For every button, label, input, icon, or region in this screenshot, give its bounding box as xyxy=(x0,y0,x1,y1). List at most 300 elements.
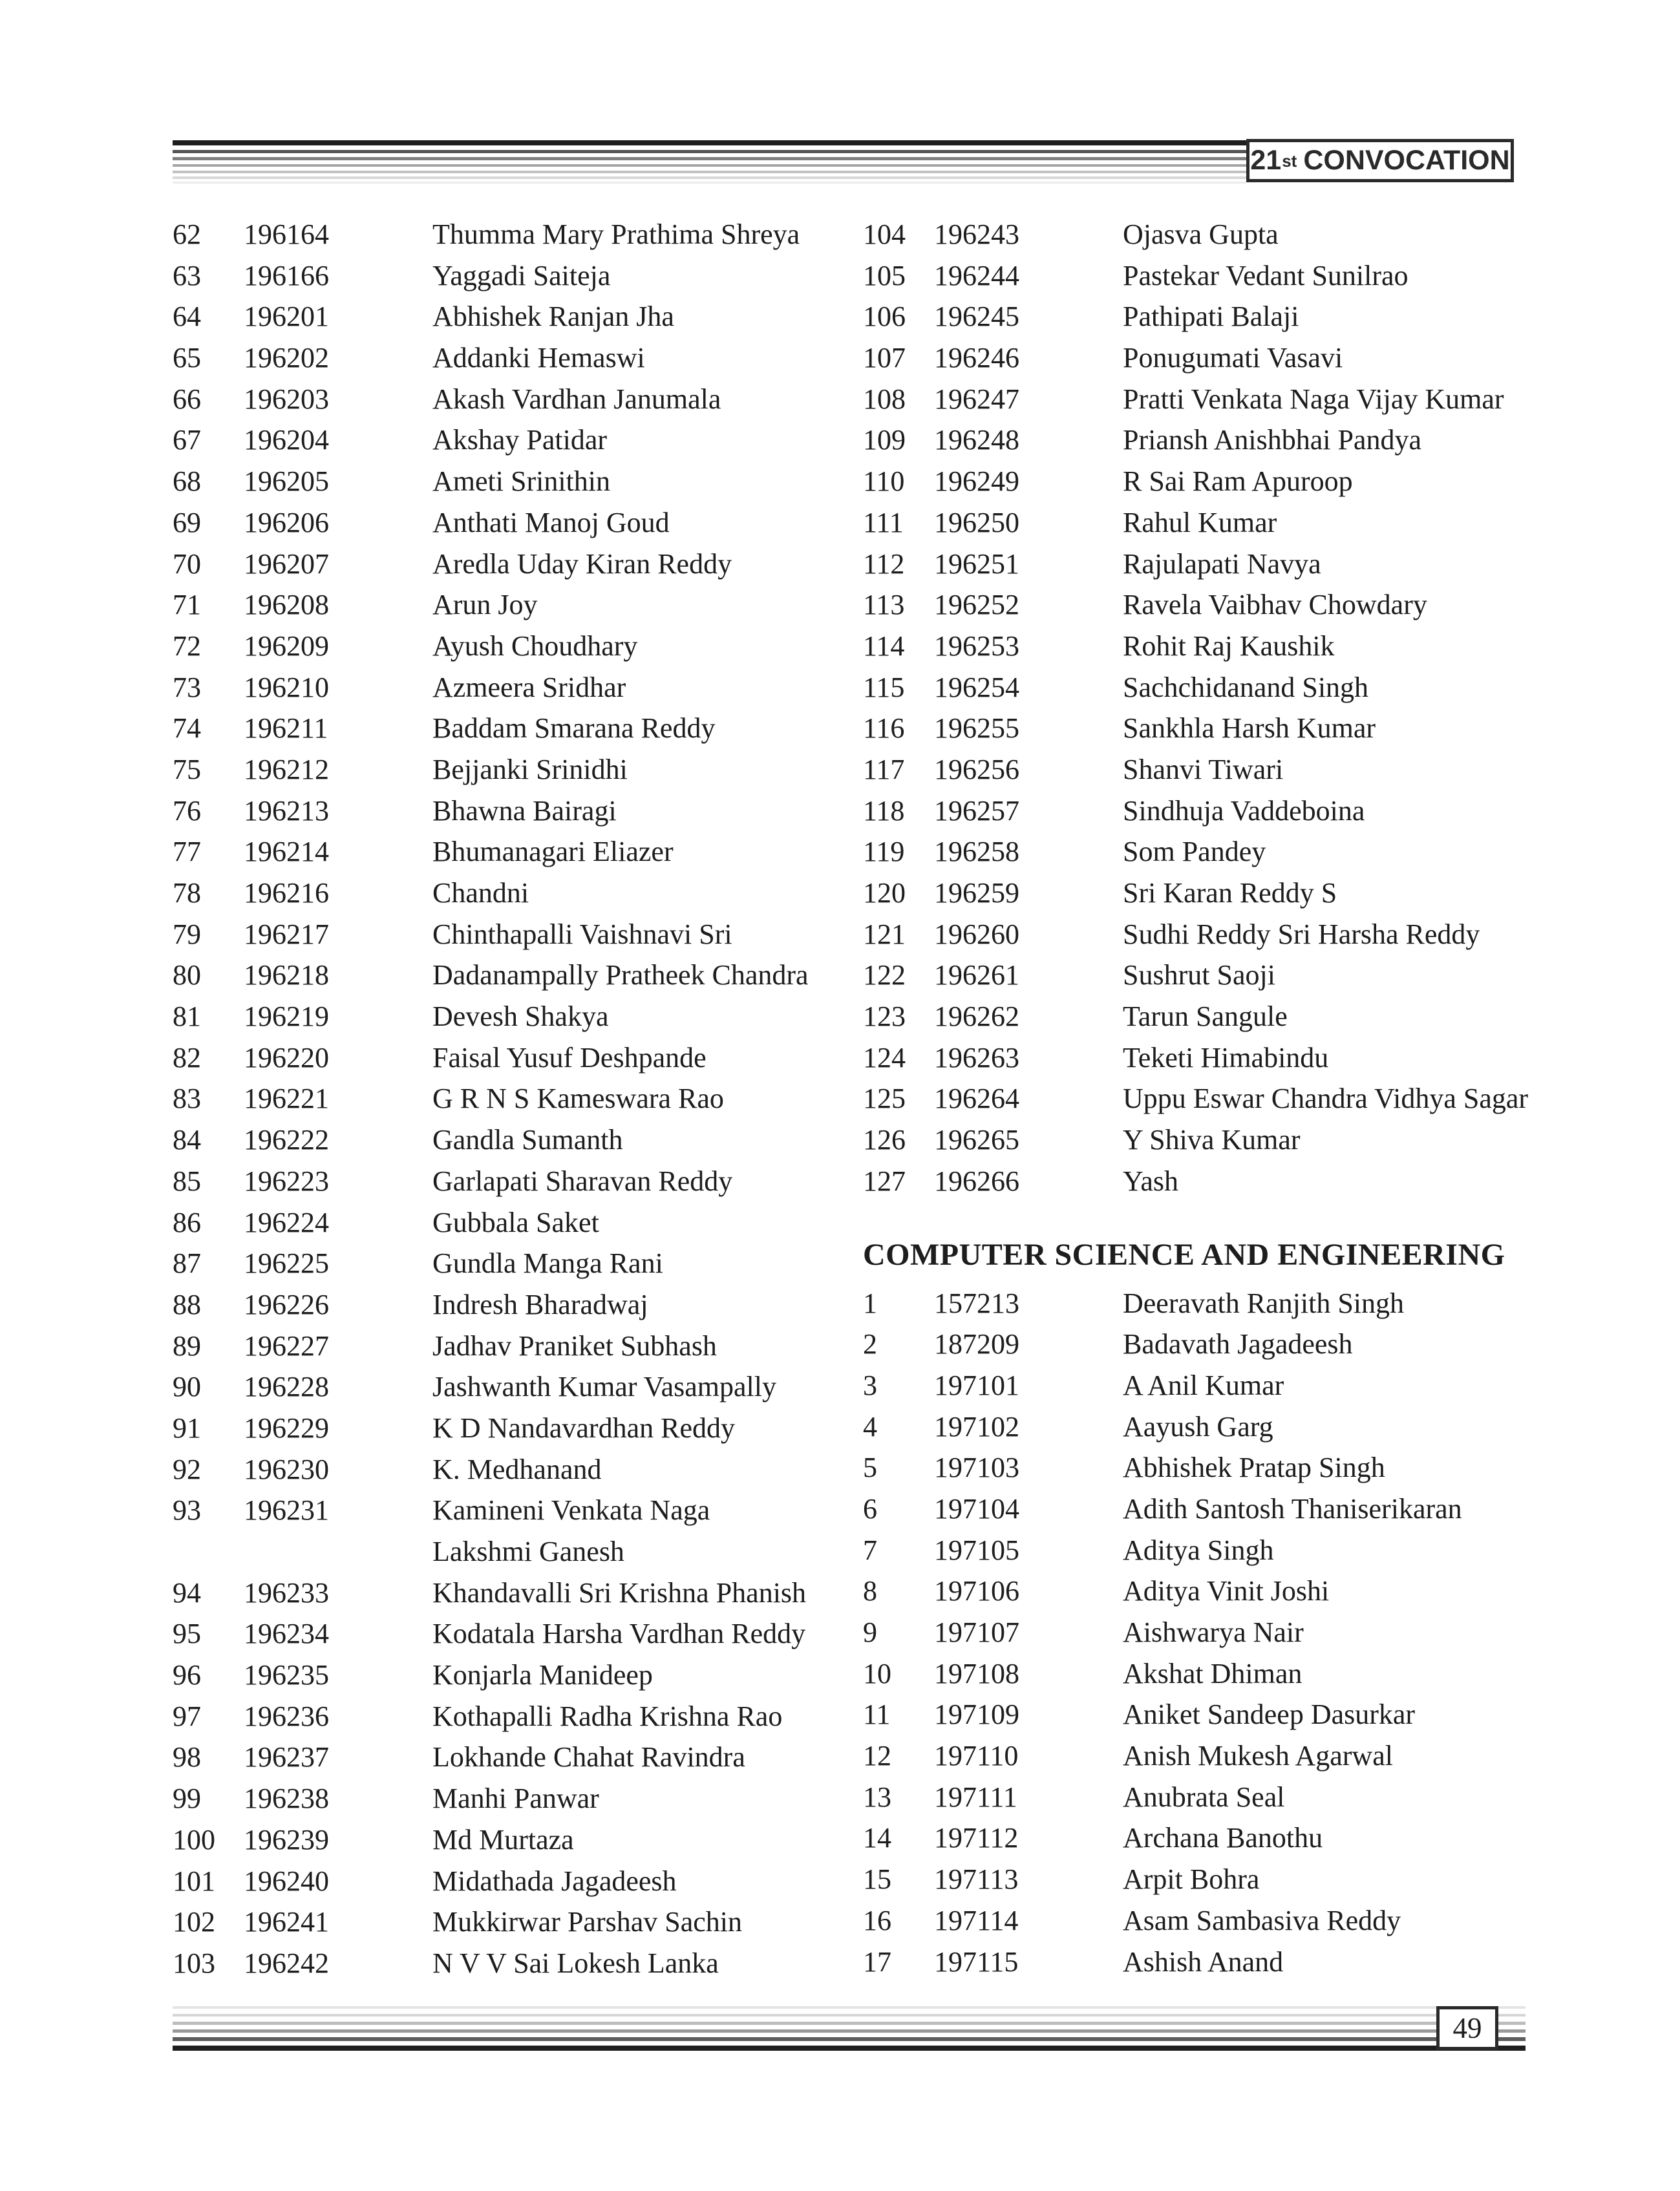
roll-number: 196260 xyxy=(934,918,1019,950)
list-item xyxy=(173,296,874,337)
list-item xyxy=(173,790,874,832)
roll-number: 196254 xyxy=(934,671,1019,703)
roll-number: 196253 xyxy=(934,630,1019,662)
student-name: Faisal Yusuf Deshpande xyxy=(432,1041,707,1074)
row-number: 105 xyxy=(863,259,906,291)
list-item xyxy=(173,1119,874,1161)
row-number: 90 xyxy=(173,1371,201,1403)
roll-number: 196245 xyxy=(934,301,1019,333)
list-item xyxy=(173,1943,874,1984)
footer-rule-line xyxy=(173,2037,1526,2041)
student-name: Sushrut Saoji xyxy=(1123,959,1275,991)
row-number: 122 xyxy=(863,959,906,991)
roll-number: 196206 xyxy=(244,506,329,538)
roll-number: 196209 xyxy=(244,630,329,662)
roll-number: 187209 xyxy=(934,1328,1019,1360)
row-number: 85 xyxy=(173,1165,201,1197)
student-name: Midathada Jagadeesh xyxy=(432,1865,677,1897)
list-item xyxy=(173,544,874,585)
student-name: Shanvi Tiwari xyxy=(1123,753,1284,785)
student-name: Aayush Garg xyxy=(1123,1410,1273,1443)
student-name: Teketi Himabindu xyxy=(1123,1041,1329,1074)
roll-number: 196255 xyxy=(934,712,1019,745)
row-number: 120 xyxy=(863,877,906,909)
roll-number: 197109 xyxy=(934,1699,1019,1731)
list-item xyxy=(173,1366,874,1408)
convocation-title: CONVOCATION xyxy=(1303,145,1510,176)
graduate-rows xyxy=(863,1283,1658,1983)
roll-number: 196222 xyxy=(244,1124,329,1156)
list-item xyxy=(173,1202,874,1244)
student-name: Aditya Vinit Joshi xyxy=(1123,1575,1330,1607)
student-name: Thumma Mary Prathima Shreya xyxy=(432,218,800,250)
row-number: 93 xyxy=(173,1494,201,1527)
row-number: 99 xyxy=(173,1783,201,1815)
graduate-rows xyxy=(863,214,1658,1202)
student-name: Ashish Anand xyxy=(1123,1945,1284,1978)
student-name: Y Shiva Kumar xyxy=(1123,1124,1301,1156)
row-number: 110 xyxy=(863,465,905,498)
row-number: 68 xyxy=(173,465,201,498)
student-name: Arun Joy xyxy=(432,589,538,621)
list-item xyxy=(173,996,874,1037)
list-item xyxy=(863,1406,1658,1448)
row-number: 4 xyxy=(863,1410,877,1443)
row-number: 97 xyxy=(173,1700,201,1732)
roll-number: 196241 xyxy=(244,1906,329,1938)
list-item xyxy=(173,1408,874,1449)
roll-number: 196261 xyxy=(934,959,1019,991)
student-name: Lakshmi Ganesh xyxy=(432,1536,624,1567)
row-number: 102 xyxy=(173,1906,215,1938)
student-name: Sachchidanand Singh xyxy=(1123,671,1369,703)
list-item xyxy=(173,1243,874,1284)
roll-number: 196212 xyxy=(244,753,329,785)
student-name: Som Pandey xyxy=(1123,836,1266,868)
row-number: 15 xyxy=(863,1863,891,1896)
list-item xyxy=(863,831,1658,873)
graduate-list-right-column xyxy=(863,214,1658,1982)
list-item xyxy=(173,1449,874,1490)
student-name: Asam Sambasiva Reddy xyxy=(1123,1904,1401,1936)
footer-rule-line xyxy=(173,2022,1526,2025)
roll-number: 197103 xyxy=(934,1452,1019,1484)
list-item xyxy=(863,667,1658,708)
roll-number: 197107 xyxy=(934,1616,1019,1648)
roll-number: 196201 xyxy=(244,301,329,333)
student-name: R Sai Ram Apuroop xyxy=(1123,465,1353,498)
roll-number: 196257 xyxy=(934,794,1019,827)
student-name: Archana Banothu xyxy=(1123,1822,1323,1854)
roll-number: 196234 xyxy=(244,1618,329,1650)
list-item xyxy=(863,1078,1658,1119)
list-item xyxy=(863,626,1658,667)
roll-number: 196218 xyxy=(244,959,329,991)
roll-number: 196203 xyxy=(244,383,329,415)
graduate-list-left-column xyxy=(173,214,874,1984)
roll-number: 197113 xyxy=(934,1863,1019,1896)
list-item xyxy=(863,1283,1658,1324)
list-item xyxy=(863,379,1658,420)
student-name: Arpit Bohra xyxy=(1123,1863,1260,1896)
roll-number: 196240 xyxy=(244,1865,329,1897)
row-number: 81 xyxy=(173,1000,201,1033)
list-item xyxy=(863,1037,1658,1079)
list-item xyxy=(863,1735,1658,1777)
student-name: Rajulapati Navya xyxy=(1123,547,1321,580)
list-item xyxy=(173,1531,874,1572)
list-item xyxy=(173,955,874,996)
header-rule-line xyxy=(173,140,1246,145)
list-item xyxy=(173,1655,874,1696)
student-name: Aishwarya Nair xyxy=(1123,1616,1304,1648)
student-name: K D Nandavardhan Reddy xyxy=(432,1412,735,1444)
student-name: Rohit Raj Kaushik xyxy=(1123,630,1335,662)
roll-number: 196242 xyxy=(244,1947,329,1979)
roll-number xyxy=(244,1531,432,1572)
student-name: Bhumanagari Eliazer xyxy=(432,836,674,868)
list-item xyxy=(863,914,1658,955)
student-name: Chinthapalli Vaishnavi Sri xyxy=(432,918,732,950)
roll-number: 196228 xyxy=(244,1371,329,1403)
row-number: 119 xyxy=(863,836,905,868)
roll-number: 196205 xyxy=(244,465,329,498)
roll-number: 196265 xyxy=(934,1124,1019,1156)
list-item xyxy=(863,461,1658,502)
roll-number: 196208 xyxy=(244,589,329,621)
row-number: 1 xyxy=(863,1287,877,1319)
list-item xyxy=(173,667,874,708)
row-number: 87 xyxy=(173,1247,201,1280)
footer-rule-line xyxy=(173,2029,1526,2033)
list-item xyxy=(863,996,1658,1037)
roll-number: 196266 xyxy=(934,1165,1019,1197)
row-number: 96 xyxy=(173,1659,201,1691)
roll-number: 196224 xyxy=(244,1206,329,1238)
row-number: 95 xyxy=(173,1618,201,1650)
student-name: Sankhla Harsh Kumar xyxy=(1123,712,1376,745)
row-number: 82 xyxy=(173,1041,201,1074)
list-item xyxy=(863,1488,1658,1530)
roll-number: 196233 xyxy=(244,1576,329,1609)
convocation-edition-number: 21 xyxy=(1250,145,1282,176)
roll-number: 197108 xyxy=(934,1657,1019,1689)
roll-number: 196249 xyxy=(934,465,1019,498)
row-number: 107 xyxy=(863,342,906,374)
row-number: 94 xyxy=(173,1576,201,1609)
footer-rule-line xyxy=(173,2014,1526,2016)
roll-number: 196225 xyxy=(244,1247,329,1280)
student-name: Rahul Kumar xyxy=(1123,506,1277,538)
row-number: 116 xyxy=(863,712,905,745)
roll-number: 196227 xyxy=(244,1329,329,1362)
student-name: Jashwanth Kumar Vasampally xyxy=(432,1371,776,1403)
student-name: Pastekar Vedant Sunilrao xyxy=(1123,259,1409,291)
row-number: 114 xyxy=(863,630,905,662)
list-item xyxy=(863,1777,1658,1818)
student-name: Gandla Sumanth xyxy=(432,1124,623,1156)
student-name: Ponugumati Vasavi xyxy=(1123,342,1343,374)
list-item xyxy=(173,1037,874,1079)
student-name: Anubrata Seal xyxy=(1123,1781,1285,1813)
list-item xyxy=(173,419,874,461)
list-item xyxy=(863,1447,1658,1488)
list-item xyxy=(863,544,1658,585)
row-number: 101 xyxy=(173,1865,215,1897)
list-item xyxy=(173,1490,874,1531)
roll-number: 196236 xyxy=(244,1700,329,1732)
student-name: Abhishek Pratap Singh xyxy=(1123,1452,1385,1484)
row-number: 109 xyxy=(863,424,906,456)
row-number: 112 xyxy=(863,547,905,580)
row-number: 127 xyxy=(863,1165,906,1197)
roll-number: 196231 xyxy=(244,1494,329,1527)
student-name: Azmeera Sridhar xyxy=(432,671,626,703)
student-name: N V V Sai Lokesh Lanka xyxy=(432,1947,719,1979)
row-number: 9 xyxy=(863,1616,877,1648)
list-item xyxy=(173,749,874,790)
roll-number: 196248 xyxy=(934,424,1019,456)
row-number: 103 xyxy=(173,1947,215,1979)
list-item xyxy=(173,1078,874,1119)
roll-number: 196262 xyxy=(934,1000,1019,1033)
list-item xyxy=(863,790,1658,832)
list-item xyxy=(173,914,874,955)
student-name: Garlapati Sharavan Reddy xyxy=(432,1165,733,1197)
row-number: 126 xyxy=(863,1124,906,1156)
student-name: Dadanampally Pratheek Chandra xyxy=(432,959,809,991)
list-item xyxy=(173,214,874,255)
list-item xyxy=(173,708,874,749)
page-number: 49 xyxy=(1452,2012,1482,2044)
roll-number: 196164 xyxy=(244,218,329,250)
roll-number: 196229 xyxy=(244,1412,329,1444)
row-number: 92 xyxy=(173,1453,201,1485)
list-item xyxy=(173,1901,874,1943)
row-number: 69 xyxy=(173,506,201,538)
row-number: 113 xyxy=(863,589,905,621)
list-item xyxy=(863,255,1658,297)
student-name: Tarun Sangule xyxy=(1123,1000,1288,1033)
roll-number: 196256 xyxy=(934,753,1019,785)
row-number: 91 xyxy=(173,1412,201,1444)
list-item xyxy=(863,1365,1658,1406)
row-number: 117 xyxy=(863,753,905,785)
roll-number: 196202 xyxy=(244,342,329,374)
roll-number: 196166 xyxy=(244,259,329,291)
list-item xyxy=(173,584,874,626)
roll-number: 196252 xyxy=(934,589,1019,621)
footer-rule-line xyxy=(173,2006,1526,2009)
student-name: Aredla Uday Kiran Reddy xyxy=(432,547,732,580)
student-name: Akash Vardhan Janumala xyxy=(432,383,721,415)
student-name: Indresh Bharadwaj xyxy=(432,1288,648,1320)
list-item xyxy=(863,296,1658,337)
row-number: 84 xyxy=(173,1124,201,1156)
list-item xyxy=(173,1737,874,1778)
header-rule-line xyxy=(173,150,1246,153)
row-number: 64 xyxy=(173,301,201,333)
roll-number: 197112 xyxy=(934,1822,1019,1854)
student-name: Konjarla Manideep xyxy=(432,1659,653,1691)
row-number: 79 xyxy=(173,918,201,950)
list-item xyxy=(863,419,1658,461)
list-item xyxy=(173,1819,874,1861)
roll-number: 196239 xyxy=(244,1823,329,1856)
list-item xyxy=(173,1696,874,1737)
student-name: Sri Karan Reddy S xyxy=(1123,877,1337,909)
row-number: 118 xyxy=(863,794,905,827)
student-name: Ravela Vaibhav Chowdary xyxy=(1123,589,1427,621)
row-number: 124 xyxy=(863,1041,906,1074)
row-number: 73 xyxy=(173,671,201,703)
list-item xyxy=(863,873,1658,914)
roll-number: 196247 xyxy=(934,383,1019,415)
row-number: 2 xyxy=(863,1328,877,1360)
list-item xyxy=(173,1613,874,1655)
row-number: 70 xyxy=(173,547,201,580)
list-item xyxy=(863,708,1658,749)
row-number: 72 xyxy=(173,630,201,662)
student-name: Bejjanki Srinidhi xyxy=(432,753,628,785)
list-item xyxy=(173,1572,874,1614)
department-section-heading: COMPUTER SCIENCE AND ENGINEERING xyxy=(863,1237,1505,1272)
roll-number: 197110 xyxy=(934,1740,1019,1772)
list-item xyxy=(863,502,1658,544)
roll-number: 197115 xyxy=(934,1945,1019,1978)
row-number: 88 xyxy=(173,1288,201,1320)
row-number: 108 xyxy=(863,383,906,415)
student-name: Chandni xyxy=(432,877,529,909)
row-number: 11 xyxy=(863,1699,891,1731)
row-number: 14 xyxy=(863,1822,891,1854)
row-number: 7 xyxy=(863,1534,877,1566)
student-name: Khandavalli Sri Krishna Phanish xyxy=(432,1576,807,1609)
row-number: 106 xyxy=(863,301,906,333)
roll-number: 196216 xyxy=(244,877,329,909)
student-name: Akshat Dhiman xyxy=(1123,1657,1303,1689)
header-rule-line xyxy=(173,176,1246,179)
list-item xyxy=(173,1161,874,1202)
student-name: Mukkirwar Parshav Sachin xyxy=(432,1906,743,1938)
student-name: Deeravath Ranjith Singh xyxy=(1123,1287,1405,1319)
list-item xyxy=(863,955,1658,996)
roll-number: 197101 xyxy=(934,1369,1019,1401)
row-number: 6 xyxy=(863,1492,877,1525)
list-item xyxy=(863,337,1658,379)
list-item xyxy=(173,1778,874,1819)
student-name: Lokhande Chahat Ravindra xyxy=(432,1741,745,1773)
row-number: 86 xyxy=(173,1206,201,1238)
list-item xyxy=(173,873,874,914)
list-item xyxy=(863,1161,1658,1202)
row-number: 111 xyxy=(863,506,904,538)
roll-number: 197106 xyxy=(934,1575,1019,1607)
row-number: 121 xyxy=(863,918,906,950)
row-number: 8 xyxy=(863,1575,877,1607)
roll-number: 196220 xyxy=(244,1041,329,1074)
student-name: Badavath Jagadeesh xyxy=(1123,1328,1353,1360)
list-item xyxy=(863,584,1658,626)
row-number: 75 xyxy=(173,753,201,785)
roll-number: 196243 xyxy=(934,218,1019,250)
student-name: K. Medhanand xyxy=(432,1453,602,1485)
list-item xyxy=(863,1653,1658,1695)
roll-number: 196217 xyxy=(244,918,329,950)
student-name: Manhi Panwar xyxy=(432,1783,599,1815)
row-number: 77 xyxy=(173,836,201,868)
header-rule-line xyxy=(173,182,1246,184)
list-item xyxy=(173,1861,874,1902)
list-item xyxy=(173,255,874,297)
list-item xyxy=(863,1119,1658,1161)
roll-number: 196264 xyxy=(934,1083,1019,1115)
row-number: 66 xyxy=(173,383,201,415)
roll-number: 196263 xyxy=(934,1041,1019,1074)
footer-rule-line xyxy=(173,2046,1526,2051)
list-item xyxy=(863,1817,1658,1859)
roll-number: 196238 xyxy=(244,1783,329,1815)
roll-number: 197114 xyxy=(934,1904,1019,1936)
roll-number: 196221 xyxy=(244,1083,329,1115)
list-item xyxy=(863,1530,1658,1571)
list-item xyxy=(863,1324,1658,1365)
roll-number: 196210 xyxy=(244,671,329,703)
roll-number: 196251 xyxy=(934,547,1019,580)
roll-number: 196214 xyxy=(244,836,329,868)
graduate-rows xyxy=(173,214,874,1984)
row-number: 65 xyxy=(173,342,201,374)
student-name: Sudhi Reddy Sri Harsha Reddy xyxy=(1123,918,1480,950)
student-name: Akshay Patidar xyxy=(432,424,608,456)
list-item xyxy=(173,461,874,502)
row-number: 123 xyxy=(863,1000,906,1033)
row-number: 13 xyxy=(863,1781,891,1813)
row-number: 78 xyxy=(173,877,201,909)
row-number: 62 xyxy=(173,218,201,250)
student-name: Kodatala Harsha Vardhan Reddy xyxy=(432,1618,806,1650)
student-name: Anthati Manoj Goud xyxy=(432,506,670,538)
convocation-header-badge: 21 st CONVOCATION xyxy=(1246,139,1514,182)
student-name: Addanki Hemaswi xyxy=(432,342,645,374)
row-number: 63 xyxy=(173,259,201,291)
roll-number: 196204 xyxy=(244,424,329,456)
list-item xyxy=(863,1694,1658,1735)
list-item xyxy=(173,379,874,420)
list-item xyxy=(863,1612,1658,1653)
row-number: 115 xyxy=(863,671,905,703)
row-number: 80 xyxy=(173,959,201,991)
row-number: 100 xyxy=(173,1823,215,1856)
roll-number: 196246 xyxy=(934,342,1019,374)
student-name: Ameti Srinithin xyxy=(432,465,610,498)
roll-number: 196213 xyxy=(244,794,329,827)
roll-number: 196223 xyxy=(244,1165,329,1197)
row-number: 3 xyxy=(863,1369,877,1401)
student-name: G R N S Kameswara Rao xyxy=(432,1083,724,1115)
list-item xyxy=(173,1326,874,1367)
row-number: 17 xyxy=(863,1945,891,1978)
student-name: Abhishek Ranjan Jha xyxy=(432,301,674,333)
roll-number: 196230 xyxy=(244,1453,329,1485)
student-name: Aditya Singh xyxy=(1123,1534,1274,1566)
roll-number: 196237 xyxy=(244,1741,329,1773)
row-number: 98 xyxy=(173,1741,201,1773)
student-name: Baddam Smarana Reddy xyxy=(432,712,716,745)
list-item xyxy=(173,831,874,873)
row-number: 104 xyxy=(863,218,906,250)
roll-number: 196244 xyxy=(934,259,1019,291)
